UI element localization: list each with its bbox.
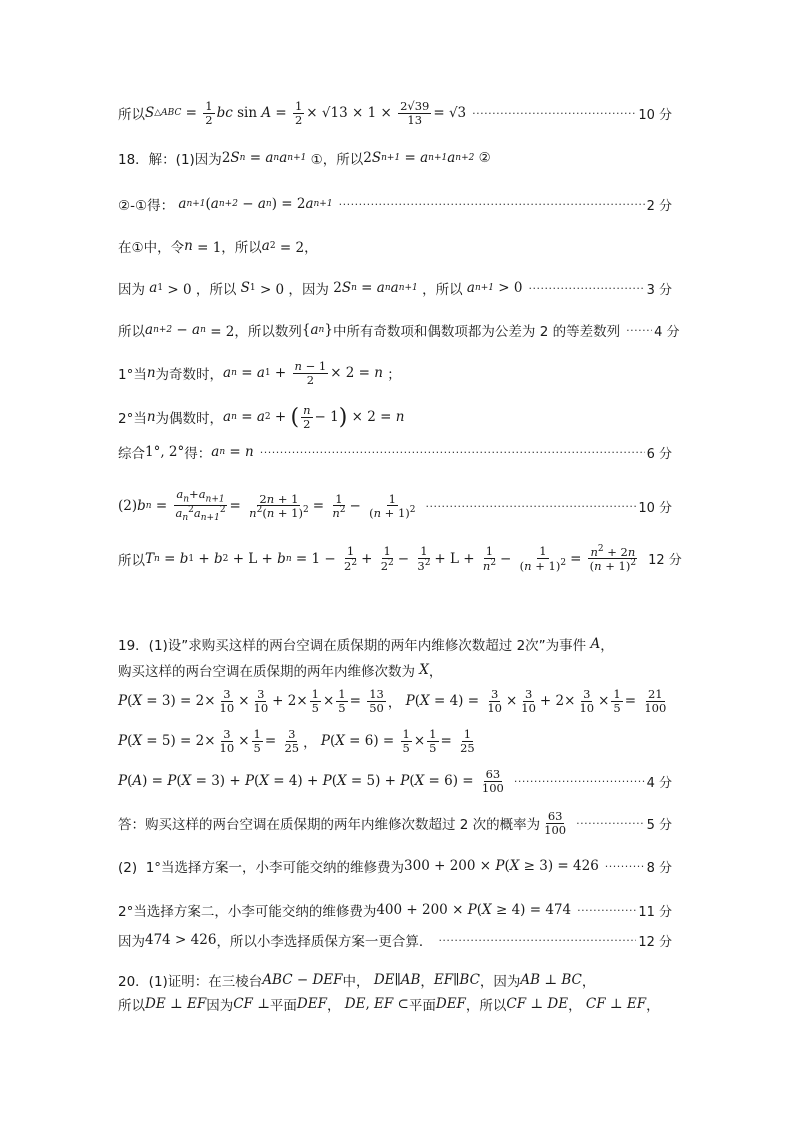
solution-line-2 [118,148,672,168]
solution-line-5 [118,278,672,298]
score-label: 8 分 [646,860,672,876]
solution-line-1 [118,100,672,126]
solution-line-20 [118,930,672,950]
dot-leader [605,860,645,873]
dot-leader [514,775,645,788]
dot-leader [260,446,645,459]
solution-line-17 [118,810,672,836]
line-content: 所以 T n = b 1 + b 2 + L + b n = 1 − $\frac{1}{2^2}$ + $\frac{1}{2^2}$ − $\frac{1}{3^2}$ + L + $\frac{1}{n^2}$ − $\frac{1}{(n + 1)^2}$ = $\frac{n^2 + 2n}{(n + 1)^2}$ [118,544,637,574]
solution-line-14 [118,688,672,714]
score-label: 5 分 [646,817,672,833]
line-content: 因为 474 > 426 ，所以小李选择质保方案一更合算． [118,932,433,950]
score-label: 6 分 [646,446,672,462]
dot-leader [529,282,645,295]
line-content: P ( X = 3) = 2× $\frac{3}{10}$ × $\frac{3}{10}$ + 2× $\frac{1}{5}$ × $\frac{1}{5}$ = $\frac{13}{50}$ ， P ( X = 4) = $\frac{3}{10}$ × $\frac{3}{10}$ + 2× $\frac{3}{10}$ × $\frac{1}{5}$ = $\frac{21}{100}$ [118,687,667,715]
dot-leader [626,324,652,337]
line-content: (2) 1°当选择方案一，小李可能交纳的维修费为 300 + 200 × P ( X ≥ 3) = 426 [118,858,599,876]
score-label: 4 分 [646,775,672,791]
score-label: 2 分 [646,198,672,214]
line-content: 18．解：(1)因为 2 S n = a n a n+1 ①， 所以 2 S n+1 = a n+1 a n+2 ② [118,150,491,168]
score-label: 12 分 [638,934,672,950]
dot-leader [438,934,636,947]
solution-line-16 [118,768,672,794]
dot-leader [339,198,645,211]
score-label: 4 分 [654,324,680,340]
line-content: ②-①得： a n+1 ( a n+2 − a n ) = 2 a n+1 [118,196,333,214]
solution-line-4 [118,236,672,256]
solution-line-22 [118,994,672,1014]
solution-line-10 [118,488,672,524]
score-label: 10 分 [638,107,672,123]
solution-line-12 [118,634,672,654]
line-content: 2°当 n 为偶数时， a n = a 2 + ( $\frac{n}{2}$ − 1 ) × 2 = n [118,403,405,431]
line-content: P ( A ) = P ( X = 3) + P ( X = 4) + P ( X = 5) + P ( X = 6) = $\frac{63}{100}$ [118,767,504,795]
solution-line-15 [118,728,672,754]
solution-line-19 [118,900,672,920]
line-content: 答：购买这样的两台空调在质保期的两年内维修次数超过 2 次的概率为 $\frac{63}{100}$ [118,809,567,837]
score-label: 3 分 [646,282,672,298]
line-content: 购买这样的两台空调在质保期的两年内维修次数为 X ， [118,662,443,680]
line-content: 20．(1)证明：在三棱台 ABC − DEF 中， DE ∥ AB ， EF ∥ BC ， 因为 AB ⊥ BC ， [118,972,596,990]
solution-line-3 [118,194,672,214]
score-label: 12 分 [648,553,682,569]
solution-line-6 [118,320,680,340]
line-content: 1°当 n 为奇数时， a n = a 1 + $\frac{n - 1}{2}$ × 2 = n ； [118,359,401,387]
solution-line-7 [118,360,672,386]
solution-line-18 [118,856,672,876]
dot-leader [576,817,644,830]
line-content: (2) b n = $\frac{a_n+a_{n+1}}{a_n^2a_{n+1}^2}$ = $\frac{2n + 1}{n^2(n + 1)^2}$ = $\frac{1}{n^2}$ − $\frac{1}{(n + 1)^2}$ [118,487,416,524]
line-content: 在①中，令 n = 1， 所以 a 2 = 2， [118,238,318,256]
score-label: 11 分 [638,904,672,920]
solution-line-9 [118,442,672,462]
dot-leader [577,904,636,917]
line-content: 因为 a 1 > 0 ， 所以 S 1 > 0 ， 因为 2 S n = a n a n+1 ， 所以 a n+1 > 0 [118,280,523,298]
line-content: 所以 S △ABC = $\frac{1}{2}$ bc sin A = $\frac{1}{2}$ × √13 × 1 × $\frac{2√39}{13}$ = √3 [118,99,467,127]
line-content: P ( X = 5) = 2× $\frac{3}{10}$ × $\frac{1}{5}$ = $\frac{3}{25}$ ， P ( X = 6) = $\frac{1}{5}$ × $\frac{1}{5}$ = $\frac{1}{25}$ [118,727,475,755]
solution-line-11 [118,544,682,574]
solution-line-21 [118,970,672,990]
dot-leader [472,107,636,120]
dot-leader [426,500,637,513]
line-content: 所以 a n+2 − a n = 2， 所以数列 { a n } 中所有奇数项和偶数项都为公差为 2 的等差数列 [118,322,621,340]
line-content: 所以 DE ⊥ EF 因为 CF ⊥ 平面 DEF ， DE , EF ⊂ 平面 DEF ， 所以 CF ⊥ DE ， CF ⊥ EF ， [118,996,660,1014]
line-content: 2°当选择方案二，小李可能交纳的维修费为 400 + 200 × P ( X ≥ 4) = 474 [118,902,572,920]
score-label: 10 分 [638,500,672,516]
line-content: 综合 1°, 2° 得： a n = n [118,444,254,462]
solution-line-8 [118,404,672,430]
solution-line-13 [118,660,672,680]
line-content: 19．(1)设”求购买这样的两台空调在质保期的两年内维修次数超过 2次”为事件 A ， [118,636,614,654]
